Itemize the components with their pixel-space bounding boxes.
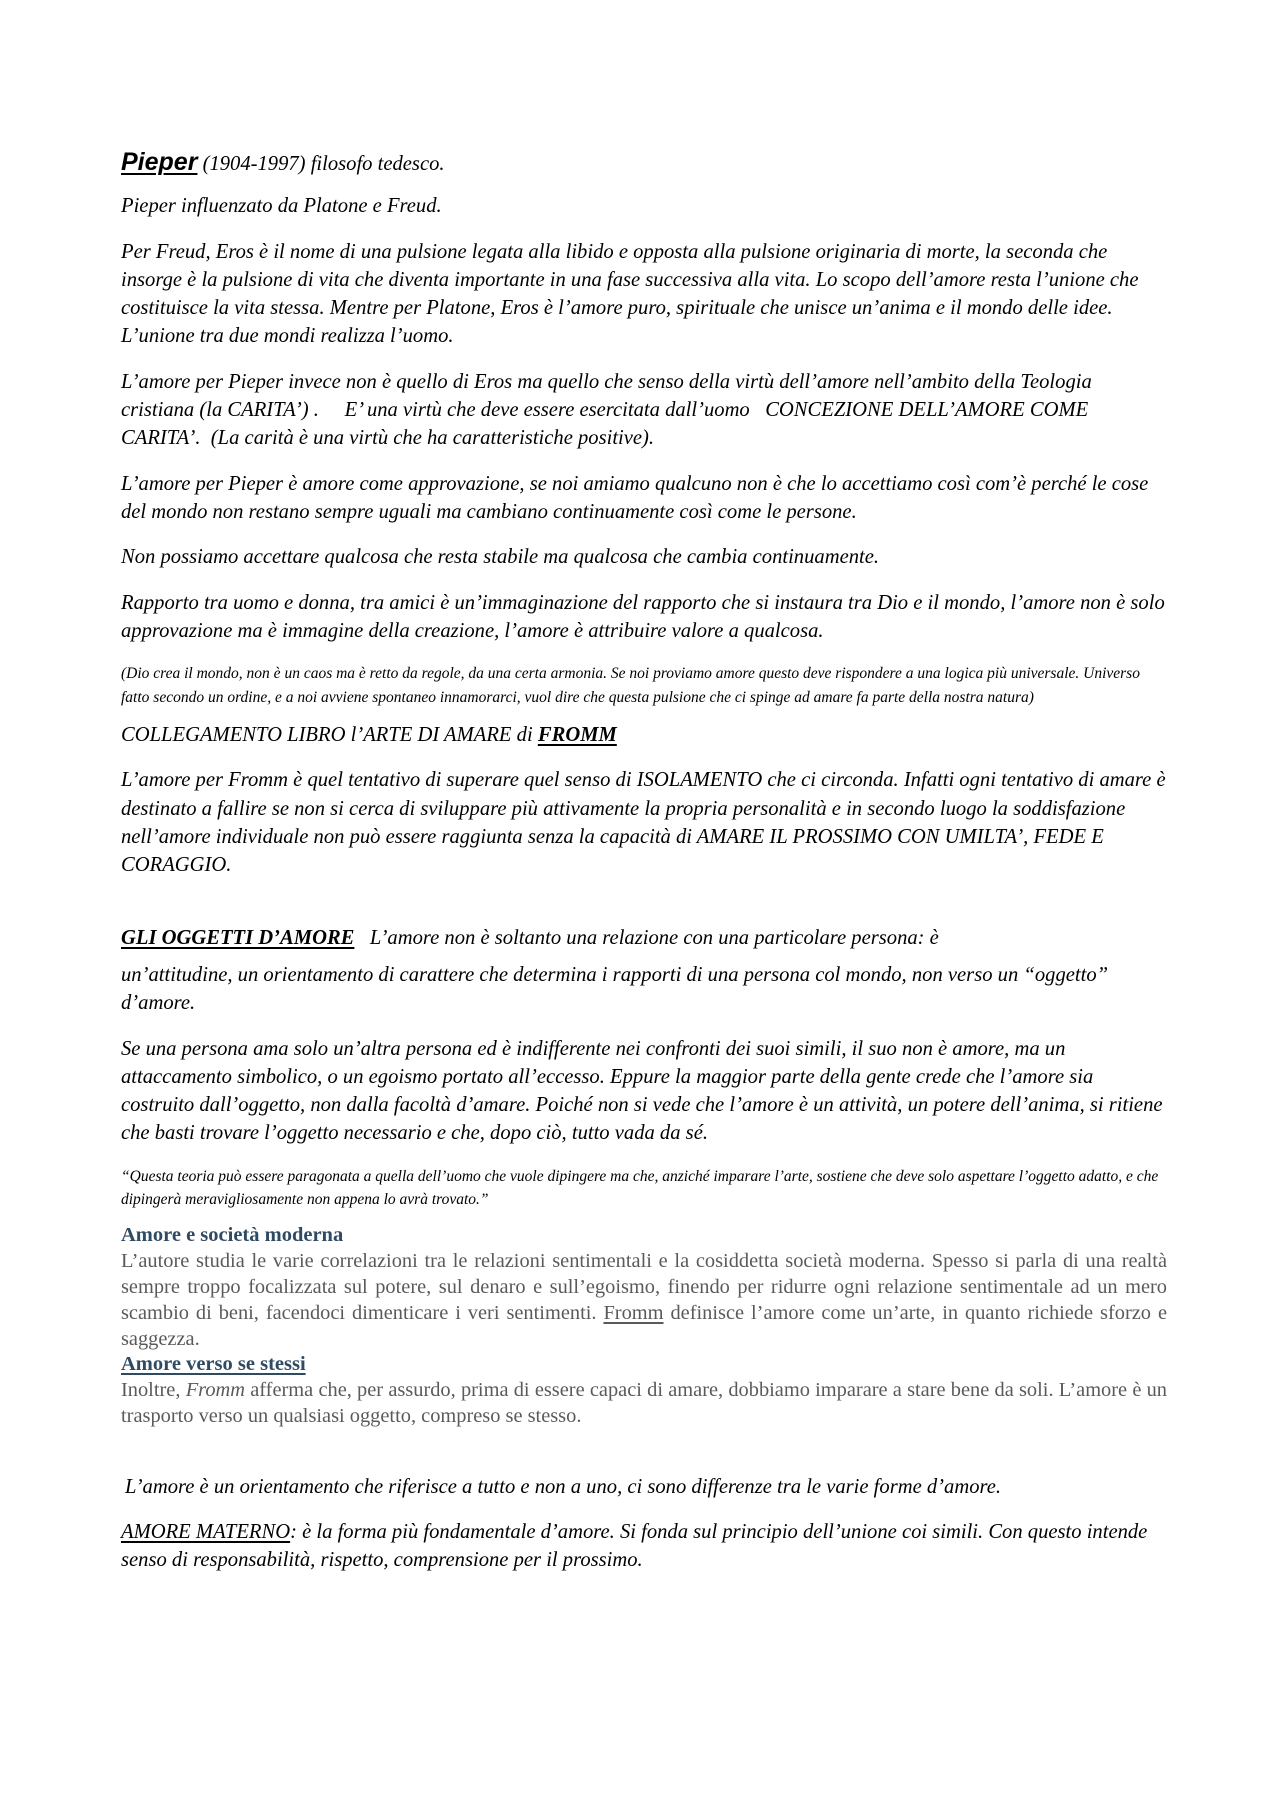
carita-text-c: CONCEZIONE DELL’AMORE COME CARITA’.: [121, 399, 1089, 450]
pieper-heading: Pieper: [121, 148, 198, 176]
self-love-heading: Amore verso se stessi: [121, 1352, 306, 1375]
self-love-text-b: afferma che, per assurdo, prima di essere capaci di amare, dobbiamo imparare a stare bene da soli. L’amore è un trasporto verso un qualsiasi oggetto, compreso se stesso.: [121, 1378, 1167, 1427]
collegamento-line: [121, 721, 1167, 749]
oggetti-text-a: L’amore non è soltanto una relazione con una particolare persona: è: [369, 926, 939, 949]
pieper-dates: (1904-1997) filosofo tedesco.: [202, 153, 445, 175]
self-love-fromm: Fromm: [185, 1378, 245, 1401]
quote-paragraph: “Questa teoria può essere paragonata a quella dell’uomo che vuole dipingere ma che, anziché imparare l’arte, sostiene che deve solo aspettare l’oggetto adatto, e che dipingerà meravigliosamente non appena lo avrà trovato.”: [121, 1167, 1159, 1209]
title-line: [121, 148, 1167, 178]
society-heading: Amore e società moderna: [121, 1223, 344, 1246]
society-text-a: L’autore studia le varie correlazioni tra le relazioni sentimentali e la cosiddetta società moderna. Spesso si parla di una realtà sempre troppo focalizzata sul potere, sul denaro e sull’egoismo, finendo per ridurre ogni relazione sentimentale ad un mero scambio di beni, facendoci dimenticare i veri sentimenti.: [121, 1249, 1167, 1324]
document-page: [121, 148, 1167, 1575]
self-love-text-a: Inoltre,: [121, 1378, 181, 1401]
maternal-label: AMORE MATERNO: [121, 1521, 291, 1544]
collegamento-text: COLLEGAMENTO LIBRO l’ARTE DI AMARE di: [121, 724, 533, 747]
attaccamento-paragraph: Se una persona ama solo un’altra persona ed è indifferente nei confronti dei suoi simili, il suo non è amore, ma un attaccamento simbolico, o un egoismo portato all’eccesso. Eppure la maggior parte della gente crede che l’amore sia costruito dall’oggetto, non dalla facoltà d’amare. Poiché non si vede che l’amore è un attività, un potere dell’anima, si ritiene che basti trovare l’oggetto necessario e che, dopo ciò, tutto vada da sé.: [121, 1037, 1163, 1145]
influences-paragraph: Pieper influenzato da Platone e Freud.: [121, 195, 442, 218]
society-paragraph: [121, 1248, 1167, 1352]
approvazione-paragraph: L’amore per Pieper è amore come approvazione, se noi amiamo qualcuno non è che lo accettiamo così com’è perché le cose del mondo non restano sempre uguali ma cambiano continuamente così come le persone.: [121, 472, 1149, 523]
carita-text-b: E’ una virtù che deve essere esercitata dall’uomo: [344, 399, 750, 422]
oggetti-heading: GLI OGGETTI D’AMORE: [121, 926, 355, 949]
cambia-paragraph: Non possiamo accettare qualcosa che resta stabile ma qualcosa che cambia continuamente.: [121, 546, 880, 569]
orientation-paragraph: L’amore è un orientamento che riferisce a tutto e non a uno, ci sono differenze tra le varie forme d’amore.: [125, 1475, 1002, 1498]
rapporto-paragraph: Rapporto tra uomo e donna, tra amici è un’immaginazione del rapporto che si instaura tra Dio e il mondo, l’amore non è solo approvazione ma è immagine della creazione, l’amore è attribuire valore a qualcosa.: [121, 591, 1165, 642]
freud-paragraph: Per Freud, Eros è il nome di una pulsione legata alla libido e opposta alla pulsione originaria di morte, la seconda che insorge è la pulsione di vita che diventa importante in una fase successiva alla vita. Lo scopo dell’amore resta l’unione che costituisce la vita stessa. Mentre per Platone, Eros è l’amore puro, spirituale che unisce un’anima e il mondo delle idee. L’unione tra due mondi realizza l’uomo.: [121, 240, 1139, 348]
oggetti-continuation: un’attitudine, un orientamento di carattere che determina i rapporti di una persona col mondo, non verso un “oggetto” d’amore.: [121, 963, 1109, 1015]
dio-note: (Dio crea il mondo, non è un caos ma è retto da regole, da una certa armonia. Se noi proviamo amore questo deve rispondere a una logica più universale. Universo fatto secondo un ordine, e a noi avviene spontaneo innamorarci, vuol dire che questa pulsione che ci spinge ad amare fa parte della nostra natura): [121, 665, 1140, 706]
maternal-paragraph: [121, 1518, 1167, 1575]
carita-text-d: (La carità è una virtù che ha caratteristiche positive).: [210, 427, 655, 450]
fromm-link: FROMM: [537, 724, 617, 747]
fromm-intro-paragraph: L’amore per Fromm è quel tentativo di superare quel senso di ISOLAMENTO che ci circonda. Infatti ogni tentativo di amare è destinato a fallire se non si cerca di sviluppare più attivamente la propria personalità e in secondo luogo la soddisfazione nell’amore individuale non può essere raggiunta senza la capacità di AMARE IL PROSSIMO CON UMILTA’, FEDE E CORAGGIO.: [121, 769, 1166, 877]
carita-paragraph: [121, 368, 1167, 453]
maternal-text: : è la forma più fondamentale d’amore. Si fonda sul principio dell’unione coi simili. Con questo intende senso di responsabilità, rispetto, comprensione per il prossimo.: [121, 1521, 1148, 1572]
oggetti-line: [121, 924, 1167, 952]
carita-text-a: L’amore per Pieper invece non è quello di Eros ma quello che senso della virtù dell’amore nell’ambito della Teologia cristiana (la CARITA’) .: [121, 370, 1092, 422]
self-love-paragraph: [121, 1377, 1167, 1429]
society-fromm: Fromm: [603, 1301, 664, 1324]
society-text-b: definisce l’amore come un’arte, in quanto richiede sforzo e saggezza.: [121, 1301, 1167, 1350]
